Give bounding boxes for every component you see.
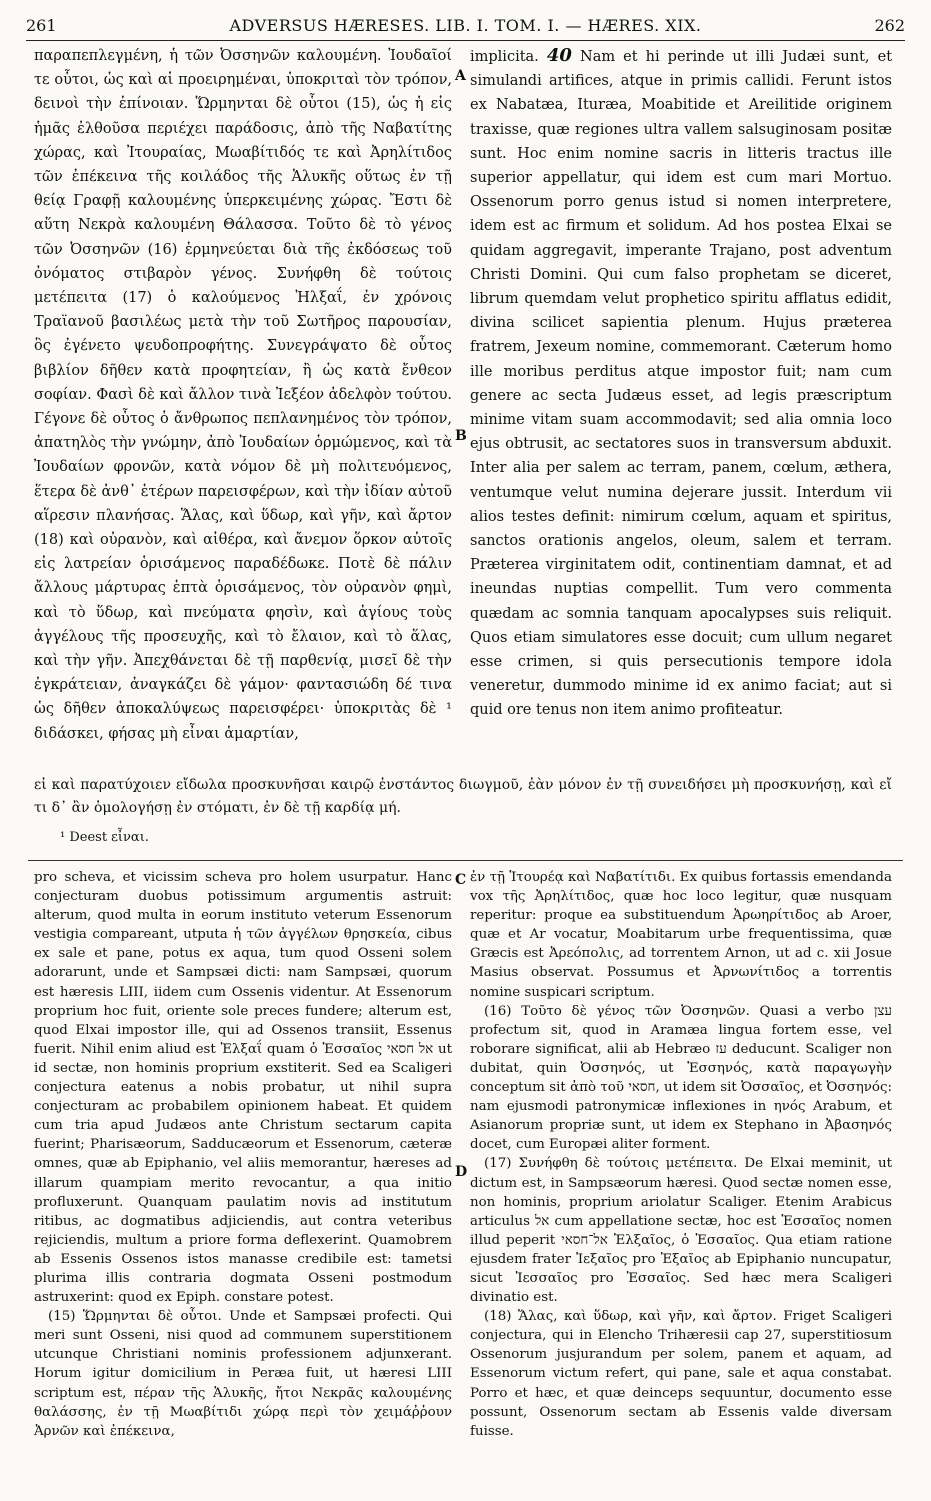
margin-letter-a: A [455,68,466,84]
note-paragraph: pro scheva, et vicissim scheva pro holem usurpatur. Hanc conjecturam duobus potissimum argumentis astruit: alterum, quod multa in eorum instituto veterum Essenorum vestigia compareant, utputa ἡ τῶν ἀγγέλων θρησκεία, cibus ex sale et pane, potus ex aqua, tum quod Osseni solem adorarunt, unde et Sampsæi dicti: nam Sampsæi, quorum est hæresis LIII, iidem cum Ossenis videntur. At Essenorum proprium hoc fuit, oriente sole preces fundere; alterum est, quod Elxai impostor ille, qui ad Ossenos transiit, Essenus fuerit. Nihil enim aliud est Ἐλξαΐ quam ὁ Ἐσσαῖος אל חסאי ut id sectæ, non hominis proprium exstiterit. Sed ea Scaligeri conjectura eatenus a nobis probatur, ut nihil supra conjecturam ac probabilem opinionem habeat. Et quidem cum tria apud Judæos ante Christum sectarum capita fuerint; Pharisæorum, Sadducæorum et Essenorum, cæteræ omnes, quæ ab Epiphanio, vel aliis memorantur, hæreses ad illarum quampiam merito revocantur, a qua initio profluxerunt. Quanquam paulatim novis ad institutum ritibus, ac dogmatibus adjiciendis, aut contra veteribus rejiciendis, multum a priore forma deflexerint. Quamobrem ab Essenis Ossenos istos manasse credibile est: tametsi plurima illis contraria dogmata Osseni postmodum astruxerint: quod ex Epiph. constare potest. [34,870,452,1306]
running-header [26,10,905,40]
latin-lead-word: implicita. [470,49,539,65]
margin-letter-b: B [455,428,467,444]
notes-separator [28,860,903,861]
note-18: (18) Ἅλας, καὶ ὕδωρ, καὶ γῆν, καὶ ἄρτον. Friget Scaligeri conjectura, qui in Elencho Trihæresii cap 27, superstitiosum Ossenorum jusjurandum per solem, panem et aquam, ad Essenorum victum refert, qui pane, sale et aqua constabat. Porro et hæc, et quæ deinceps sequuntur, documento esse possunt, Ossenorum sectam ab Essenis valde diversam fuisse. [470,1309,892,1439]
note-17: (17) Συνήφθη δὲ τούτοις μετέπειτα. De Elxai meminit, ut dictum est, in Sampsæorum hæresi. Quod sectæ nomen esse, non hominis, proprium ariolatur Scaliger. Etenim Arabicus articulus אל cum appellatione sectæ, hoc est Ἐσσαῖος nomen illud peperit אל־חסאי Ἐλξαῖος, ὁ Ἐσσαῖος. Qua etiam ratione ejusdem frater Ἰεξαῖος pro Ἐξαῖος ab Epiphanio nuncupatur, sicut Ἰεσσαῖος pro Ἐσσαῖος. Sed hæc mera Scaligeri divinatio est. [470,1156,892,1306]
notes-right-column [470,868,892,1441]
latin-main-body: Nam et hi perinde ut illi Judæi sunt, et simulandi artifices, atque in primis callidi. Ferunt istos ex Nabatæa, Ituræa, Moabitide et Areilitide originem traxisse, quæ regiones ultra vallem salsuginosam positæ sunt. Hoc enim nomine sacris in litteris tractus ille superior appellatur, qui idem est cum mari Mortuo. Ossenorum porro genus istud si nomen interpretere, idem est ac firmum et solidum. Ad hos postea Elxai se quidam aggregavit, imperante Trajano, post adventum Christi Domini. Qui cum falso prophetam se diceret, librum quemdam velut prophetico spiritu afflatus edidit, divina scilicet sapientia plenum. Hujus præterea fratrem, Jexeum nomine, commemorant. Cæterum homo ille moribus perditus atque impostor fuit; nam cum genere ac secta Judæus esset, ad legis præscriptum minime vitam suam accommodavit; sed alia omnia loco ejus obtrusit, ac sectatores suos in transversum abduxit. Inter alia per salem ac terram, panem, cœlum, æthera, ventumque velut numina dejerare jussit. Interdum vii alios testes definit: nimirum cœlum, aquam et spiritus, sanctos orationis angelos, oleum, salem et terram. Præterea virginitatem odit, continentiam damnat, et ad ineundas nuptias compellit. Tum vero commenta quædam ac somnia tanquam apocalypses suis reliquit. Quos etiam simulatores esse docuit; cum ullum negaret esse crimen, si quis persecutionis tempore idola veneretur, dummodo minime id ex animo faciat; aut si quid ore tenus non item animo profiteatur. [470,49,893,719]
margin-letter-c: C [455,872,467,888]
notes-left-column [34,868,452,1441]
greek-continuation: εἰ καὶ παρατύχοιεν εἴδωλα προσκυνῆσαι καιρῷ ἐνστάντος διωγμοῦ, ἐὰν μόνον ἐν τῇ συνειδήσει μὴ προσκυνήσῃ, καὶ εἴ τι δ᾽ ἂν ὁμολογήσῃ ἐν στόματι, ἐν δὲ τῇ καρδίᾳ μή. [34,777,892,816]
note-15: (15) Ὥρμηνται δὲ οὗτοι. Unde et Sampsæi profecti. Qui meri sunt Osseni, nisi quod ad communem superstitionem utcunque Christiani nominis professionem adjunxerant. Horum igitur domicilium in Peræa fuit, ut hæresi LIII scriptum est, πέραν τῆς Ἁλυκῆς, ἤτοι Νεκρᾶς καλουμένης θαλάσσης, ἐν τῇ Μωαβίτιδι χώρᾳ περὶ τὸν χειμάῤῥουν Ἀρνῶν καὶ ἐπέκεινα, [34,1309,452,1439]
running-title: ADVERSUS HÆRESES. LIB. I. TOM. I. — HÆRES. XIX. [229,16,702,35]
column-number-40: 40 [546,45,572,66]
margin-letter-d: D [455,1164,468,1180]
header-rule [26,40,905,41]
footnote: ¹ Deest εἶναι. [60,830,149,845]
note-paragraph: ἐν τῇ Ἰτουρέᾳ καὶ Ναβατίτιδι. Ex quibus fortassis emendanda vox τῆς Ἀρηλίτιδος, quæ hoc loco legitur, quæ nusquam reperitur: proque ea substituendum Ἀρωηρίτιδος ab Aroer, quæ et Ar vocatur, Moabitarum urbe frequentissima, quæ Græcis est Ἀρεόπολις, ad torrentem Arnon, ut ad c. xii Josue Masius observat. Possumus et Ἀρνωνίτιδος a torrentis nomine suspicari scriptum. [470,870,892,1000]
note-16: (16) Τοῦτο δὲ γένος τῶν Ὀσσηνῶν. Quasi a verbo עצן profectum sit, quod in Aramæa lingua fortem esse, vel roborare significat, alii ab Hebræo עז deducunt. Scaliger non dubitat, quin Ὀσσηνός, ut Ἐσσηνός, κατὰ παραγωγὴν conceptum sit ἀπὸ τοῦ חסאי, ut idem sit Ὀσσαῖος, et Ὀσσηνός: nam ejusmodi patronymicæ inflexiones in ηνός Arabum, et Asianorum propriæ sunt, ut idem ex Stephano in Ἀβασηνός docet, cum Europæi aliter forment. [470,1003,893,1153]
latin-main-text [470,44,892,723]
page-number-left: 261 [26,16,57,35]
greek-main-text: παραπεπλεγμένη, ἡ τῶν Ὀσσηνῶν καλουμένη. Ἰουδαῖοί τε οὗτοι, ὡς καὶ αἱ προειρημέναι, ὑποκριταὶ τὸν τρόπον, δεινοὶ τὴν ἐπίνοιαν. Ὥρμηνται δὲ οὗτοι (15), ὡς ἡ εἰς ἡμᾶς ἐλθοῦσα περιέχει παράδοσις, ἀπὸ τῆς Ναβατίτης χώρας, καὶ Ἰτουραίας, Μωαβίτιδός τε καὶ Ἀρηλίτιδος τῶν ἐπέκεινα τῆς κοιλάδος τῆς Ἁλυκῆς οὕτως ἐν τῇ θείᾳ Γραφῇ καλουμένης ὑπερκειμένης χώρας. Ἔστι δὲ αὕτη Νεκρὰ καλουμένη Θάλασσα. Τοῦτο δὲ τὸ γένος τῶν Ὀσσηνῶν (16) ἑρμηνεύεται διὰ τῆς ἐκδόσεως τοῦ ὀνόματος στιβαρὸν γένος. Συνήφθη δὲ τούτοις μετέπειτα (17) ὁ καλούμενος Ἠλξαΐ, ἐν χρόνοις Τραϊανοῦ βασιλέως μετὰ τὴν τοῦ Σωτῆρος παρουσίαν, ὃς ἐγένετο ψευδοπροφήτης. Συνεγράψατο δὲ οὗτος βιβλίον δῆθεν κατὰ προφητείαν, ἢ ὡς κατὰ ἔνθεον σοφίαν. Φασὶ δὲ καὶ ἄλλον τινὰ Ἰεξέον ἀδελφὸν τούτου. Γέγονε δὲ οὗτος ὁ ἄνθρωπος πεπλανημένος τὸν τρόπον, ἀπατηλὸς τὴν γνώμην, ἀπὸ Ἰουδαίων ὁρμώμενος, καὶ τὰ Ἰουδαίων φρονῶν, κατὰ νόμον δὲ μὴ πολιτευόμενος, ἕτερα δὲ ἀνθ᾽ ἑτέρων παρεισφέρων, καὶ τὴν ἰδίαν αὐτοῦ αἵρεσιν πλανήσας. Ἅλας, καὶ ὕδωρ, καὶ γῆν, καὶ ἄρτον (18) καὶ οὐρανὸν, καὶ αἰθέρα, καὶ ἄνεμον ὅρκον αὐτοῖς εἰς λατρείαν ὁρισάμενος παραδέδωκε. Ποτὲ δὲ πάλιν ἄλλους μάρτυρας ἑπτὰ ὁρισάμενος, τὸν οὐρανὸν φημὶ, καὶ τὸ ὕδωρ, καὶ πνεύματα φησὶν, καὶ ἁγίους τοὺς ἀγγέλους τῆς προσευχῆς, καὶ τὸ ἔλαιον, καὶ τὸ ἅλας, καὶ τὴν γῆν. Ἀπεχθάνεται δὲ τῇ παρθενίᾳ, μισεῖ δὲ τὴν ἐγκράτειαν, ἀναγκάζει δὲ γάμον· φαντασιώδη δέ τινα ὡς δῆθεν ἀποκαλύψεως παρεισφέρει· ὑποκριτὰς δὲ ¹ διδάσκει, φήσας μὴ εἶναι ἁμαρτίαν, [34,48,452,742]
page-number-right: 262 [874,16,905,35]
